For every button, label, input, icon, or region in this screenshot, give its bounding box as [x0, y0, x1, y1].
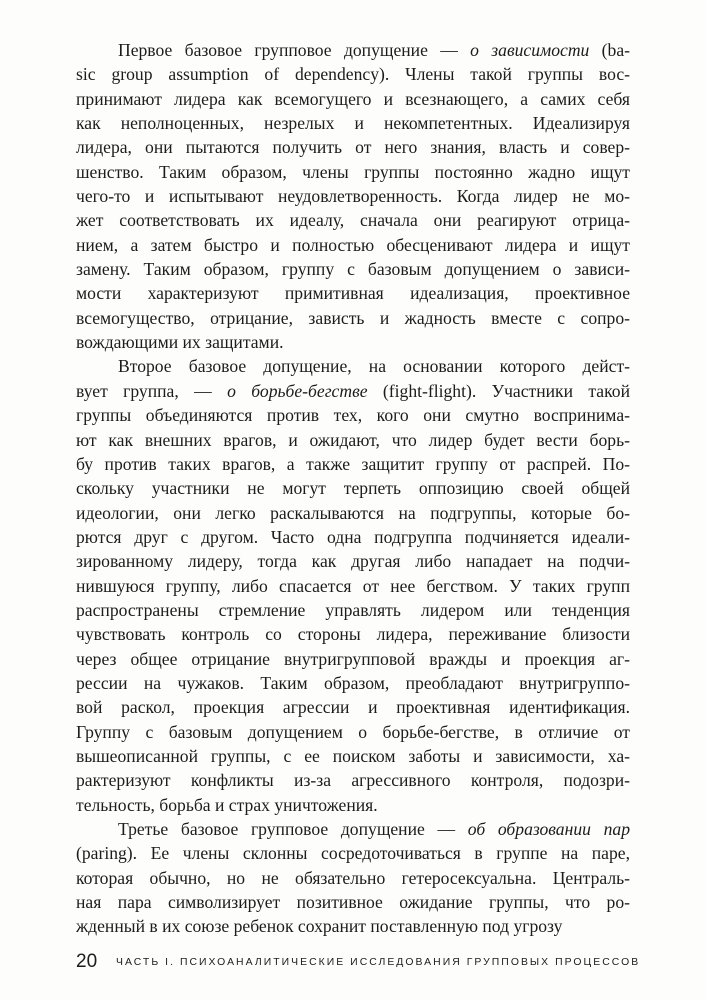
text-segment: всемогущество, отрицание, зависть и жадность вместе с сопро-: [76, 307, 630, 328]
text-segment: лидера, они пытаются получить от него знания, власть и совер-: [76, 137, 630, 158]
text-line: [76, 574, 630, 598]
text-segment: вует группа, —: [76, 380, 228, 401]
text-segment: Группу с базовым допущением о борьбе-бегстве, в отличие от: [76, 721, 630, 742]
text-line: [76, 403, 630, 427]
text-line: [76, 793, 630, 817]
text-segment: Третье базовое групповое допущение —: [118, 819, 468, 839]
text-line: [76, 841, 630, 865]
text-segment: как неполноценных, незрелых и некомпетентных. Идеализируя: [76, 113, 630, 134]
text-line: [76, 598, 630, 622]
text-line: [76, 354, 630, 378]
text-segment: замену. Таким образом, группу с базовым допущением о зависи-: [76, 259, 630, 280]
text-line: [76, 720, 630, 744]
text-segment: (ba-: [589, 40, 630, 60]
text-line: [76, 160, 630, 184]
text-segment: нившуюся группу, либо спасается от нее бегством. У таких групп: [76, 575, 630, 596]
text-segment: через общее отрицание внутригрупповой вражды и проекция аг-: [76, 648, 630, 669]
text-segment: рактеризуют конфликты из-за агрессивного контроля, подозри-: [76, 770, 630, 791]
italic-term: о зависимости: [470, 40, 590, 60]
text-line: [76, 452, 630, 476]
italic-term: о борьбе-бегстве: [227, 380, 368, 401]
text-line: [76, 866, 630, 890]
text-segment: мости характеризуют примитивная идеализация, проективное: [76, 283, 630, 304]
text-line: [76, 525, 630, 549]
text-line: [76, 62, 630, 86]
text-line: [76, 476, 630, 500]
text-segment: жденный в их союзе ребенок сохранит поставленную под угрозу: [76, 916, 563, 937]
text-segment: (fight-flight). Участники такой: [367, 380, 630, 401]
running-head: ЧАСТЬ I. ПСИХОАНАЛИТИЧЕСКИЕ ИССЛЕДОВАНИЯ ГРУППОВЫХ ПРОЦЕССОВ: [116, 957, 641, 968]
text-segment: Второе базовое допущение, на основании которого дейст-: [118, 356, 630, 377]
text-segment: вой раскол, проекция агрессии и проективная идентификация.: [76, 697, 630, 718]
text-line: [76, 87, 630, 111]
body-text: [76, 38, 630, 939]
text-segment: Первое базовое групповое допущение —: [118, 40, 471, 60]
text-segment: чувствовать контроль со стороны лидера, переживание близости: [76, 624, 630, 645]
text-segment: которая обычно, но не обязательно гетеросексуальна. Централь-: [76, 867, 630, 888]
page-footer: [76, 950, 641, 978]
text-line: [76, 379, 630, 403]
text-line: [76, 281, 630, 305]
text-segment: шенство. Таким образом, члены группы постоянно жадно ищут: [76, 161, 630, 182]
text-segment: распространены стремление управлять лидером или тенденция: [76, 599, 630, 620]
text-line: [76, 184, 630, 208]
text-line: [76, 501, 630, 525]
text-segment: вышеописанной группы, с ее поиском заботы и зависимости, ха-: [76, 745, 630, 766]
text-segment: чего-то и испытывают неудовлетворенность. Когда лидер не мо-: [76, 186, 630, 207]
text-segment: (paring). Ее члены склонны сосредоточиваться в группе на паре,: [76, 843, 630, 864]
text-line: [76, 257, 630, 281]
text-line: [76, 208, 630, 232]
text-segment: скольку участники не могут терпеть оппозицию своей общей: [76, 478, 630, 499]
paragraph: [76, 817, 630, 939]
text-line: [76, 647, 630, 671]
text-line: [76, 330, 630, 354]
text-line: [76, 111, 630, 135]
text-segment: идеологии, они легко раскалываются на подгруппы, которые бо-: [76, 502, 630, 523]
text-line: [76, 549, 630, 573]
text-line: [76, 890, 630, 914]
text-segment: тельность, борьба и страх уничтожения.: [76, 794, 378, 815]
text-segment: рессии на чужаков. Таким образом, преобладают внутригруппо-: [76, 672, 630, 693]
text-line: [76, 817, 630, 841]
text-segment: sic group assumption of dependency). Члены такой группы вос-: [76, 64, 630, 85]
text-segment: группы объединяются против тех, кого они смутно воспринима-: [76, 405, 630, 426]
text-segment: вождающими их защитами.: [76, 332, 284, 353]
text-line: [76, 233, 630, 257]
text-line: [76, 671, 630, 695]
text-line: [76, 695, 630, 719]
text-line: [76, 428, 630, 452]
paragraph: [76, 354, 630, 817]
text-line: [76, 768, 630, 792]
text-line: [76, 135, 630, 159]
text-segment: ют как внешних врагов, и ожидают, что лидер будет вести борь-: [76, 429, 630, 450]
text-segment: зированному лидеру, тогда как другая либо нападает на подчи-: [76, 551, 630, 572]
text-segment: жет соответствовать их идеалу, сначала они реагируют отрица-: [76, 210, 630, 231]
text-line: [76, 38, 630, 62]
text-segment: нием, а затем быстро и полностью обесценивают лидера и ищут: [76, 234, 630, 255]
text-line: [76, 914, 630, 938]
text-segment: бу против таких врагов, а также защитит группу от распрей. По-: [76, 453, 630, 474]
text-segment: принимают лидера как всемогущего и всезнающего, а самих себя: [76, 88, 630, 109]
text-line: [76, 306, 630, 330]
italic-term: об образовании пар: [467, 819, 630, 839]
text-segment: ная пара символизирует позитивное ожидание группы, что ро-: [76, 892, 630, 913]
text-line: [76, 744, 630, 768]
paragraph: [76, 38, 630, 354]
text-line: [76, 622, 630, 646]
text-segment: рются друг с другом. Часто одна подгруппа подчиняется идеали-: [76, 526, 630, 547]
page-number: 20: [76, 951, 98, 972]
